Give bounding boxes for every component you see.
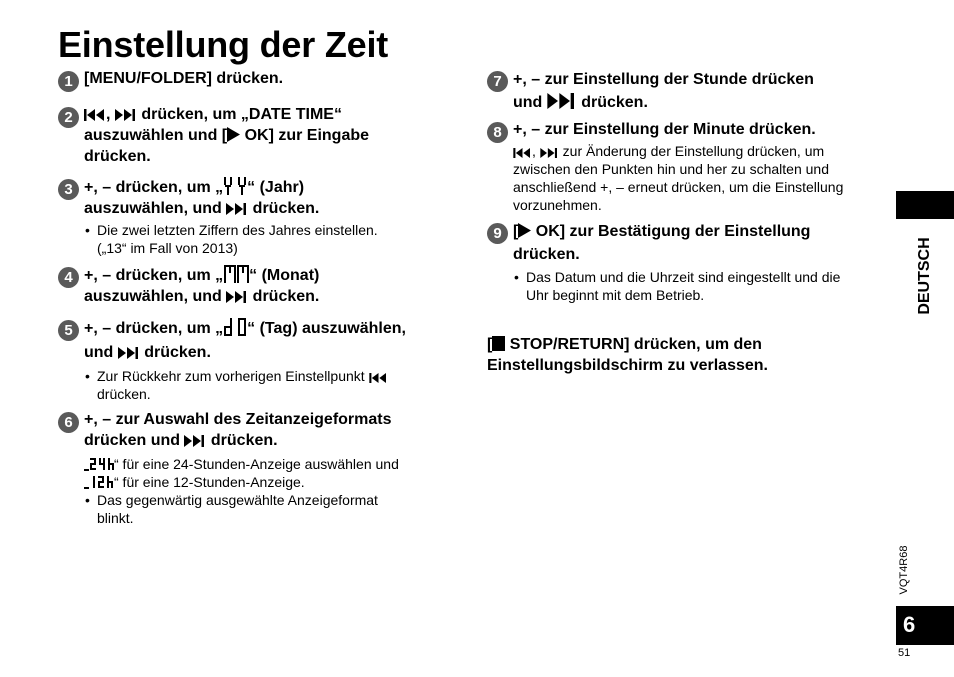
step-note (84, 455, 458, 491)
step-bullet (84, 491, 458, 527)
skip-forward-icon (226, 291, 248, 303)
final-text: Einstellungsbildschirm zu verlassen. (487, 357, 768, 374)
step-text: OK] zur Eingabe (240, 127, 370, 144)
right-column (487, 68, 892, 376)
note-text: zwischen den Punkten hin und her zu schalten und (513, 161, 829, 177)
step-text: drücken. (139, 344, 211, 361)
bullet-text: blinkt. (97, 510, 134, 526)
step-text: +, – zur Einstellung der Stunde drücken (513, 71, 814, 88)
step-text: drücken. (513, 246, 580, 263)
step-4 (58, 264, 458, 307)
step-6 (58, 409, 458, 527)
step-text: “ (Jahr) (247, 179, 305, 196)
bullet-text: Zur Rückkehr zum vorherigen Einstellpunkt (97, 368, 369, 384)
step-number: 6 (58, 412, 79, 433)
step-heading: +, – zur Einstellung der Minute drücken. (513, 121, 816, 138)
step-heading: , drücken, um „DATE TIME“ auszuwählen und [ OK] zur Eingabe drücken. (84, 106, 370, 165)
step-text: und (84, 344, 118, 361)
step-3 (58, 176, 458, 257)
step-number: 3 (58, 179, 79, 200)
language-tab-label: DEUTSCH (916, 237, 933, 315)
page-title: Einstellung der Zeit (58, 24, 389, 65)
step-text: auszuwählen, und (84, 288, 227, 305)
step-number: 4 (58, 267, 79, 288)
lcd-12h-icon (84, 475, 114, 489)
step-note: , zur Änderung der Einstellung drücken, um zwischen den Punkten hin und her zu schalten und anschließend +, – erneut drücken, um die Einstellung vorzunehmen. (513, 143, 844, 213)
skip-back-icon (84, 109, 106, 121)
play-icon (518, 223, 531, 238)
page-number-box (896, 606, 954, 645)
step-heading: [MENU/FOLDER] drücken. (84, 70, 284, 87)
step-text: drücken und (84, 432, 185, 449)
step-text: +, – drücken, um „ (84, 320, 224, 337)
step-number: 7 (487, 71, 508, 92)
step-text: “ (Monat) (249, 267, 320, 284)
skip-forward-icon (547, 93, 577, 109)
note-text: “ für eine 24-Stunden-Anzeige auswählen und (114, 456, 399, 472)
page-number-small: 51 (898, 647, 911, 659)
skip-back-icon (369, 373, 388, 383)
step-2 (58, 104, 458, 167)
note-text: anschließend +, – erneut drücken, um die Einstellung (513, 179, 844, 195)
step-heading (84, 176, 458, 219)
page-number-large: 6 (903, 612, 916, 637)
step-9 (487, 220, 892, 304)
note-text: zur Änderung der Einstellung drücken, um (558, 143, 825, 159)
lcd-month-icon (223, 264, 249, 284)
lcd-24h-icon (84, 457, 114, 471)
step-number: 9 (487, 223, 508, 244)
step-bullet (84, 367, 458, 403)
step-heading (84, 264, 458, 307)
step-text: “ (Tag) auszuwählen, (247, 320, 406, 337)
step-number: 8 (487, 122, 508, 143)
step-text: drücken. (248, 288, 320, 305)
step-text: drücken. (248, 200, 320, 217)
note-text: “ für eine 12-Stunden-Anzeige. (114, 474, 305, 490)
bullet-text: Die zwei letzten Ziffern des Jahres einstellen. (97, 222, 378, 238)
left-column (58, 68, 458, 527)
language-tab-marker (896, 191, 954, 219)
step-text: drücken, um „DATE TIME“ (136, 106, 342, 123)
final-instruction (487, 334, 892, 376)
skip-forward-icon (184, 435, 206, 447)
step-1 (58, 68, 458, 89)
step-number: 1 (58, 71, 79, 92)
bullet-text: Das Datum und die Uhrzeit sind eingestellt und die (526, 269, 841, 285)
final-text: STOP/RETURN] drücken, um den (505, 336, 762, 353)
step-text: +, – zur Auswahl des Zeitanzeigeformats (84, 411, 392, 428)
step-text: und (513, 94, 547, 111)
skip-forward-icon (115, 109, 137, 121)
step-8 (487, 119, 892, 214)
step-text: OK] zur Bestätigung der Einstellung (531, 223, 811, 240)
note-text: vorzunehmen. (513, 197, 602, 213)
bullet-text: drücken. (97, 386, 151, 402)
step-text: drücken. (84, 148, 151, 165)
skip-back-icon (513, 148, 532, 158)
skip-forward-icon (540, 148, 559, 158)
play-icon (227, 127, 240, 142)
skip-forward-icon (226, 203, 248, 215)
step-number: 2 (58, 107, 79, 128)
step-number: 5 (58, 320, 79, 341)
step-bullet (84, 221, 458, 257)
bullet-text: Das gegenwärtig ausgewählte Anzeigeformat (97, 492, 378, 508)
step-heading (84, 317, 458, 365)
lcd-day-icon (223, 317, 247, 337)
bullet-text: Uhr beginnt mit dem Betrieb. (526, 287, 705, 303)
step-text: auszuwählen, und (84, 200, 227, 217)
step-bullet (513, 268, 892, 304)
bullet-text: („13“ im Fall von 2013) (97, 240, 238, 256)
final-text: [ (487, 336, 493, 353)
step-heading (84, 409, 458, 451)
step-heading (513, 220, 892, 266)
lcd-year-icon (223, 176, 247, 196)
step-text: [ (513, 223, 519, 240)
step-text: drücken. (206, 432, 278, 449)
step-text: drücken. (576, 94, 648, 111)
step-text: +, – drücken, um „ (84, 179, 224, 196)
skip-forward-icon (118, 347, 140, 359)
step-text: +, – drücken, um „ (84, 267, 224, 284)
model-code: VQT4R68 (898, 545, 910, 595)
stop-icon (492, 336, 505, 351)
step-5 (58, 317, 458, 403)
step-text: auszuwählen und [ (84, 127, 228, 144)
step-7 (487, 68, 892, 114)
step-heading (513, 68, 892, 114)
